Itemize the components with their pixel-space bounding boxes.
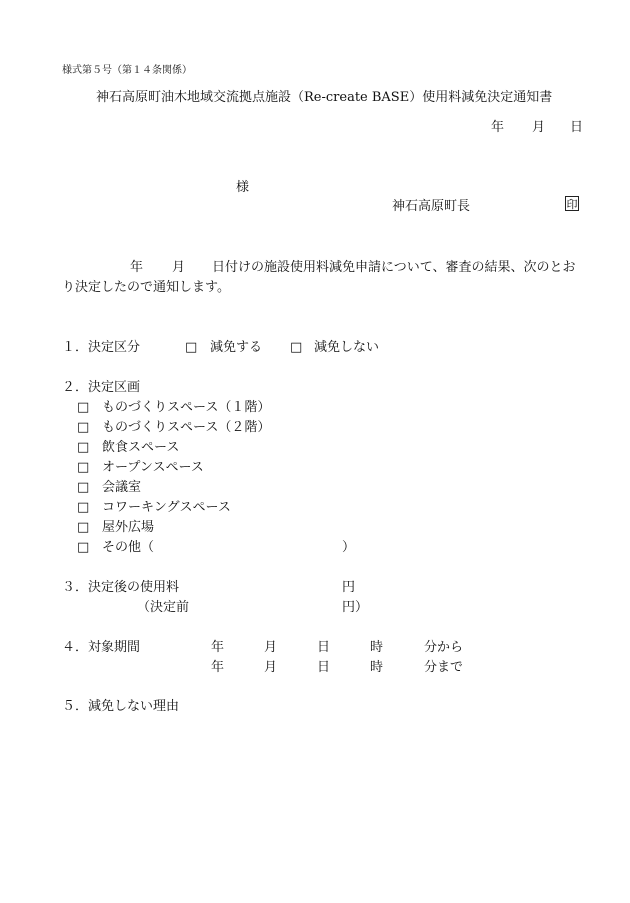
date-month: 月 <box>532 120 546 135</box>
date-year: 年 <box>491 120 505 135</box>
area-option-1: ものづくりスペース（１階） <box>102 400 271 415</box>
period-end-day: 日 <box>317 660 331 675</box>
fee-before-yen-unit: 円） <box>342 600 369 615</box>
area-option-7: 屋外広場 <box>102 520 155 535</box>
intro-year: 年 <box>130 260 144 275</box>
intro-month: 月 <box>172 260 186 275</box>
area-option-3: 飲食スペース <box>102 440 180 455</box>
other-close-paren: ） <box>342 540 356 555</box>
checkbox-area-8[interactable]: □ <box>77 540 90 555</box>
seal-mark: 印 <box>566 198 578 211</box>
period-end-minute: 分まで <box>424 660 464 675</box>
addressee-suffix: 様 <box>236 180 250 195</box>
issuer-name: 神石高原町長 <box>392 199 471 214</box>
checkbox-area-3[interactable]: □ <box>77 440 90 455</box>
period-end-hour: 時 <box>370 660 384 675</box>
period-start-year: 年 <box>211 640 225 655</box>
date-day: 日 <box>570 120 584 135</box>
document-title: 神石高原町油木地域交流拠点施設（Re-create BASE）使用料減免決定通知書 <box>96 90 553 105</box>
intro-line-1: 日付けの施設使用料減免申請について、審査の結果、次のとお <box>212 260 576 275</box>
period-start-day: 日 <box>317 640 331 655</box>
area-option-other: その他（ <box>102 540 155 555</box>
checkbox-area-5[interactable]: □ <box>77 480 90 495</box>
period-end-month: 月 <box>264 660 278 675</box>
fee-yen-unit: 円 <box>342 580 356 595</box>
checkbox-area-7[interactable]: □ <box>77 520 90 535</box>
option-deny-label: 減免しない <box>314 340 380 355</box>
checkbox-area-2[interactable]: □ <box>77 420 90 435</box>
item3-label: ３．決定後の使用料 <box>62 580 180 595</box>
checkbox-deny[interactable]: □ <box>290 340 303 355</box>
item4-label: ４．対象期間 <box>62 640 141 655</box>
area-option-5: 会議室 <box>102 480 142 495</box>
item1-label: １．決定区分 <box>62 340 141 355</box>
intro-line-2: り決定したので通知します。 <box>62 280 230 295</box>
item5-label: ５．減免しない理由 <box>62 699 180 714</box>
period-start-minute: 分から <box>424 640 464 655</box>
item2-label: ２．決定区画 <box>62 380 141 395</box>
checkbox-area-4[interactable]: □ <box>77 460 90 475</box>
fee-before-label: （決定前 <box>137 600 190 615</box>
checkbox-area-1[interactable]: □ <box>77 400 90 415</box>
option-grant-label: 減免する <box>210 340 263 355</box>
area-option-4: オープンスペース <box>102 460 204 475</box>
period-end-year: 年 <box>211 660 225 675</box>
period-start-month: 月 <box>264 640 278 655</box>
period-start-hour: 時 <box>370 640 384 655</box>
form-number: 様式第５号（第１４条関係） <box>62 65 192 76</box>
area-option-2: ものづくりスペース（２階） <box>102 420 271 435</box>
area-option-6: コワーキングスペース <box>102 500 231 515</box>
checkbox-grant[interactable]: □ <box>185 340 198 355</box>
checkbox-area-6[interactable]: □ <box>77 500 90 515</box>
